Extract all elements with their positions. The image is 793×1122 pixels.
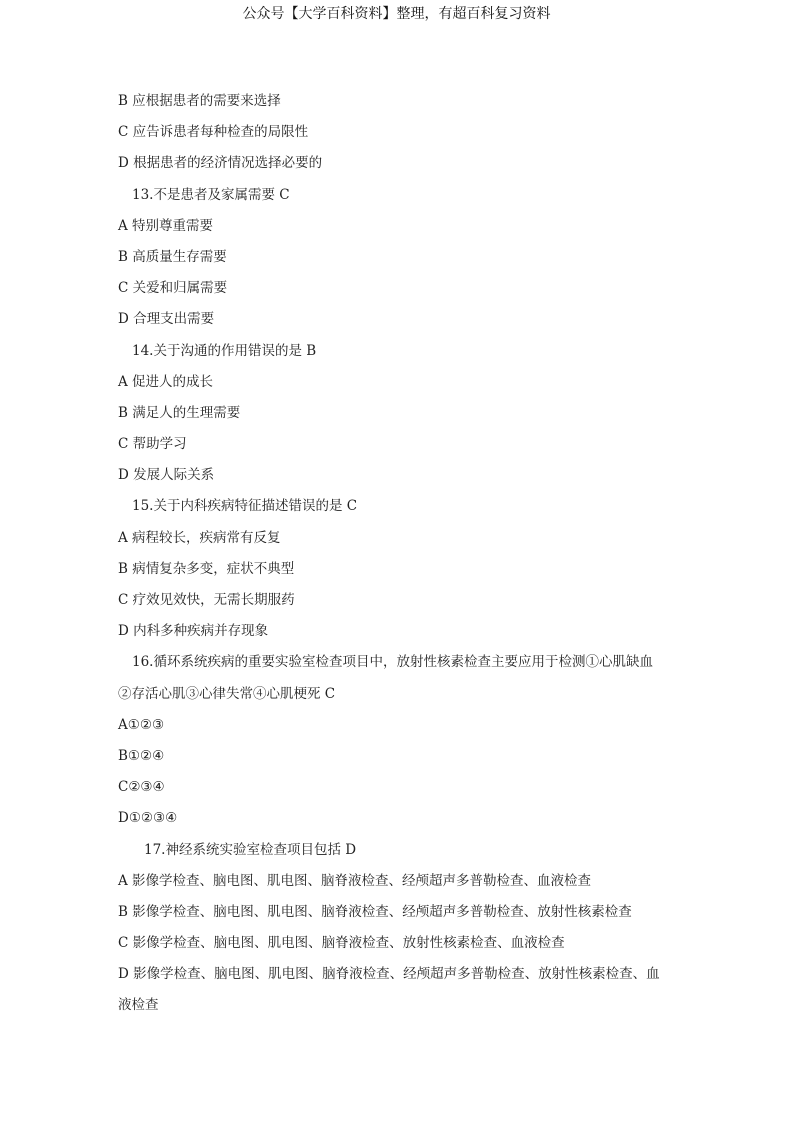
option-line: D 根据患者的经济情况选择必要的 — [118, 155, 323, 172]
question-line: 16.循环系统疾病的重要实验室检查项目中，放射性核素检查主要应用于检测①心肌缺血 — [132, 654, 653, 671]
option-line: B①②④ — [118, 747, 165, 764]
option-line: B 病情复杂多变，症状不典型 — [118, 560, 295, 577]
option-line: B 影像学检查、脑电图、肌电图、脑脊液检查、经颅超声多普勒检查、放射性核素检查 — [118, 903, 632, 920]
option-line: A 促进人的成长 — [118, 373, 214, 390]
option-line: B 应根据患者的需要来选择 — [118, 93, 281, 109]
question-line: 15.关于内科疾病特征描述错误的是 C — [132, 498, 358, 515]
question-line: 13.不是患者及家属需要 C — [132, 186, 290, 203]
document-body — [118, 86, 688, 1022]
option-line: C 应告诉患者每种检查的局限性 — [118, 124, 309, 141]
option-line: D 影像学检查、脑电图、肌电图、脑脊液检查、经颅超声多普勒检查、放射性核素检查、血 — [118, 966, 660, 983]
option-line: A 病程较长，疾病常有反复 — [118, 529, 281, 546]
option-line: D①②③④ — [118, 810, 178, 827]
question-line: 14.关于沟通的作用错误的是 B — [132, 342, 317, 359]
option-line: C 影像学检查、脑电图、肌电图、脑脊液检查、放射性核素检查、血液检查 — [118, 935, 565, 952]
option-line: C②③④ — [118, 779, 165, 796]
option-line: C 关爱和归属需要 — [118, 280, 228, 297]
option-continuation-line: 液检查 — [118, 997, 159, 1014]
option-line: C 帮助学习 — [118, 436, 187, 453]
question-continuation-line: ②存活心肌③心律失常④心肌梗死 C — [118, 685, 336, 702]
option-line: A 特别尊重需要 — [118, 217, 214, 234]
option-line: C 疗效见效快，无需长期服药 — [118, 592, 295, 608]
option-line: D 内科多种疾病并存现象 — [118, 623, 269, 640]
question-line: 17.神经系统实验室检查项目包括 D — [144, 841, 357, 858]
option-line: A 影像学检查、脑电图、肌电图、脑脊液检查、经颅超声多普勒检查、血液检查 — [118, 872, 592, 889]
option-line: B 满足人的生理需要 — [118, 404, 241, 421]
option-line: D 发展人际关系 — [118, 467, 215, 484]
page-header: 公众号【大学百科资料】整理，有超百科复习资料 — [242, 6, 551, 22]
option-line: A①②③ — [118, 716, 165, 733]
option-line: B 高质量生存需要 — [118, 248, 227, 265]
option-line: D 合理支出需要 — [118, 311, 215, 328]
